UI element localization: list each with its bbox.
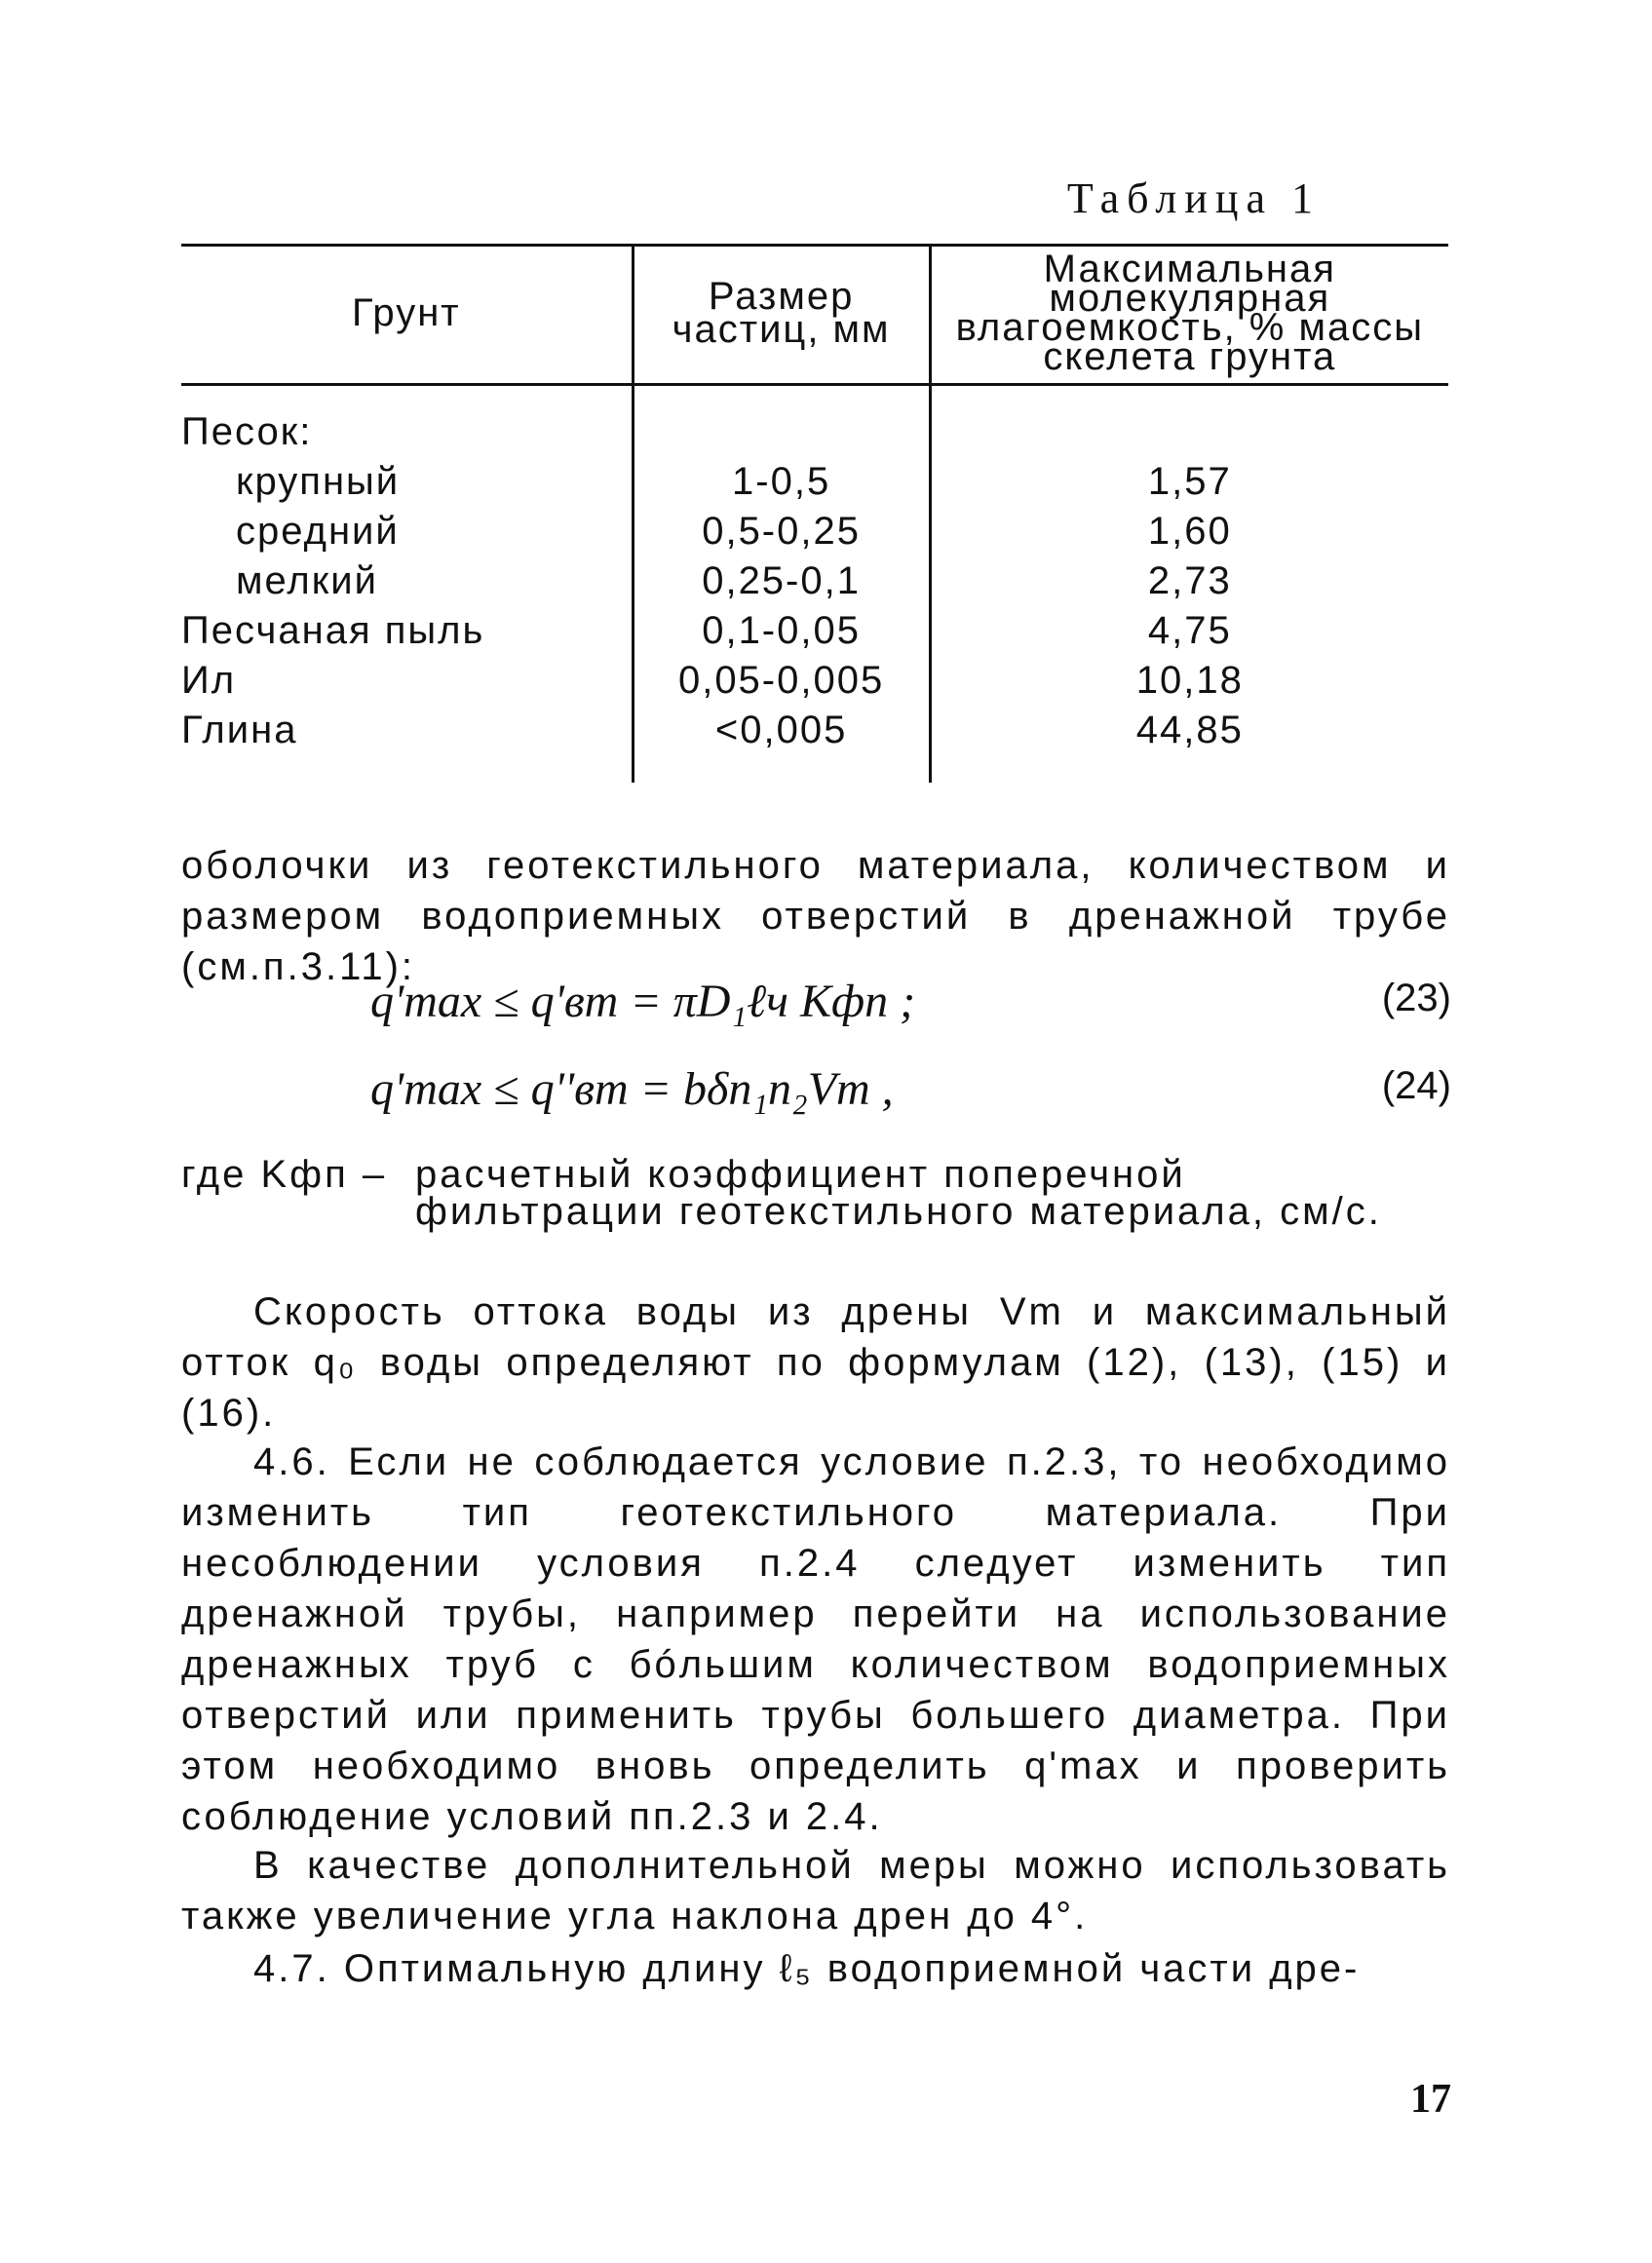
page-number: 17 <box>1410 2077 1451 2122</box>
cell-soil: мелкий <box>236 559 378 602</box>
paragraph-shell: оболочки из геотекстильного материала, количеством и размером водоприемных отверстий в дренажной трубе (см.п.3.11): <box>181 844 1450 988</box>
cell-size: 0,5-0,25 <box>633 507 930 556</box>
cell-soil: Песок: <box>181 410 313 453</box>
table-caption: Таблица 1 <box>1066 174 1321 222</box>
cell-size: 0,25-0,1 <box>633 556 930 606</box>
formula-23-number: (23) <box>1381 977 1451 1019</box>
header-particle-size: Размер частиц, мм <box>633 246 930 385</box>
definition-text: расчетный коэффициент поперечной фильтрации геотекстильного материала, см/с. <box>415 1153 1382 1233</box>
cell-capacity: 44,85 <box>1135 709 1244 751</box>
cell-capacity: 2,73 <box>1147 559 1232 602</box>
cell-soil: крупный <box>236 460 401 503</box>
table-header-row <box>181 246 1448 385</box>
cell-soil: Ил <box>181 659 237 702</box>
header-soil: Грунт <box>181 246 633 385</box>
definition-block <box>181 1153 1450 1233</box>
table-row <box>181 457 1448 507</box>
cell-size: 1-0,5 <box>633 457 930 507</box>
table-row <box>181 385 1448 458</box>
cell-size: 0,05-0,005 <box>633 656 930 706</box>
cell-soil: Глина <box>181 709 298 751</box>
cell-capacity: 10,18 <box>1135 659 1244 702</box>
cell-capacity: 4,75 <box>1147 609 1232 652</box>
header-moisture-capacity: Максимальная молекулярная влагоемкость, % массы скелета грунта <box>930 246 1448 385</box>
paragraph-4-7: 4.7. Оптимальную длину ℓ₅ водоприемной части дре- <box>253 1947 1361 1990</box>
paragraph-outflow: Скорость оттока воды из дрены Vm и максимальный отток q₀ воды определяют по формулам (12), (13), (15) и (16). <box>181 1290 1450 1435</box>
table-row <box>181 706 1448 783</box>
paragraph-4-6: 4.6. Если не соблюдается условие п.2.3, то необходимо изменить тип геотекстильного материала. При несоблюдении условия п.2.4 следует изменить тип дренажной трубы, например перейти на использование дренажных труб с бóльшим количеством водоприемных отверстий или применить трубы большего диаметра. При этом необходимо вновь определить q'max и проверить соблюдение условий пп.2.3 и 2.4. <box>181 1440 1450 1838</box>
formula-24: q'max ≤ q''вт = bδn₁n₂Vm , <box>370 1063 894 1115</box>
soil-table <box>181 244 1448 783</box>
cell-size: 0,1-0,05 <box>633 606 930 656</box>
table-row <box>181 656 1448 706</box>
cell-soil: средний <box>236 510 400 553</box>
cell-capacity: 1,60 <box>1147 510 1232 553</box>
table-row <box>181 507 1448 556</box>
table-row <box>181 606 1448 656</box>
cell-soil: Песчаная пыль <box>181 609 485 652</box>
cell-capacity <box>930 385 1448 458</box>
cell-capacity: 1,57 <box>1147 460 1232 503</box>
cell-size: <0,005 <box>633 706 930 783</box>
soil-table-container <box>181 244 1448 783</box>
paragraph-additional-measure: В качестве дополнительной меры можно использовать также увеличение угла наклона дрен до 4°. <box>181 1844 1450 1937</box>
definition-term: где Kфп – <box>181 1153 388 1196</box>
table-row <box>181 556 1448 606</box>
cell-size <box>633 385 930 458</box>
formula-24-number: (24) <box>1381 1064 1451 1107</box>
formula-23: q'max ≤ q'вт = πD₁ℓч Kфп ; <box>370 976 916 1027</box>
